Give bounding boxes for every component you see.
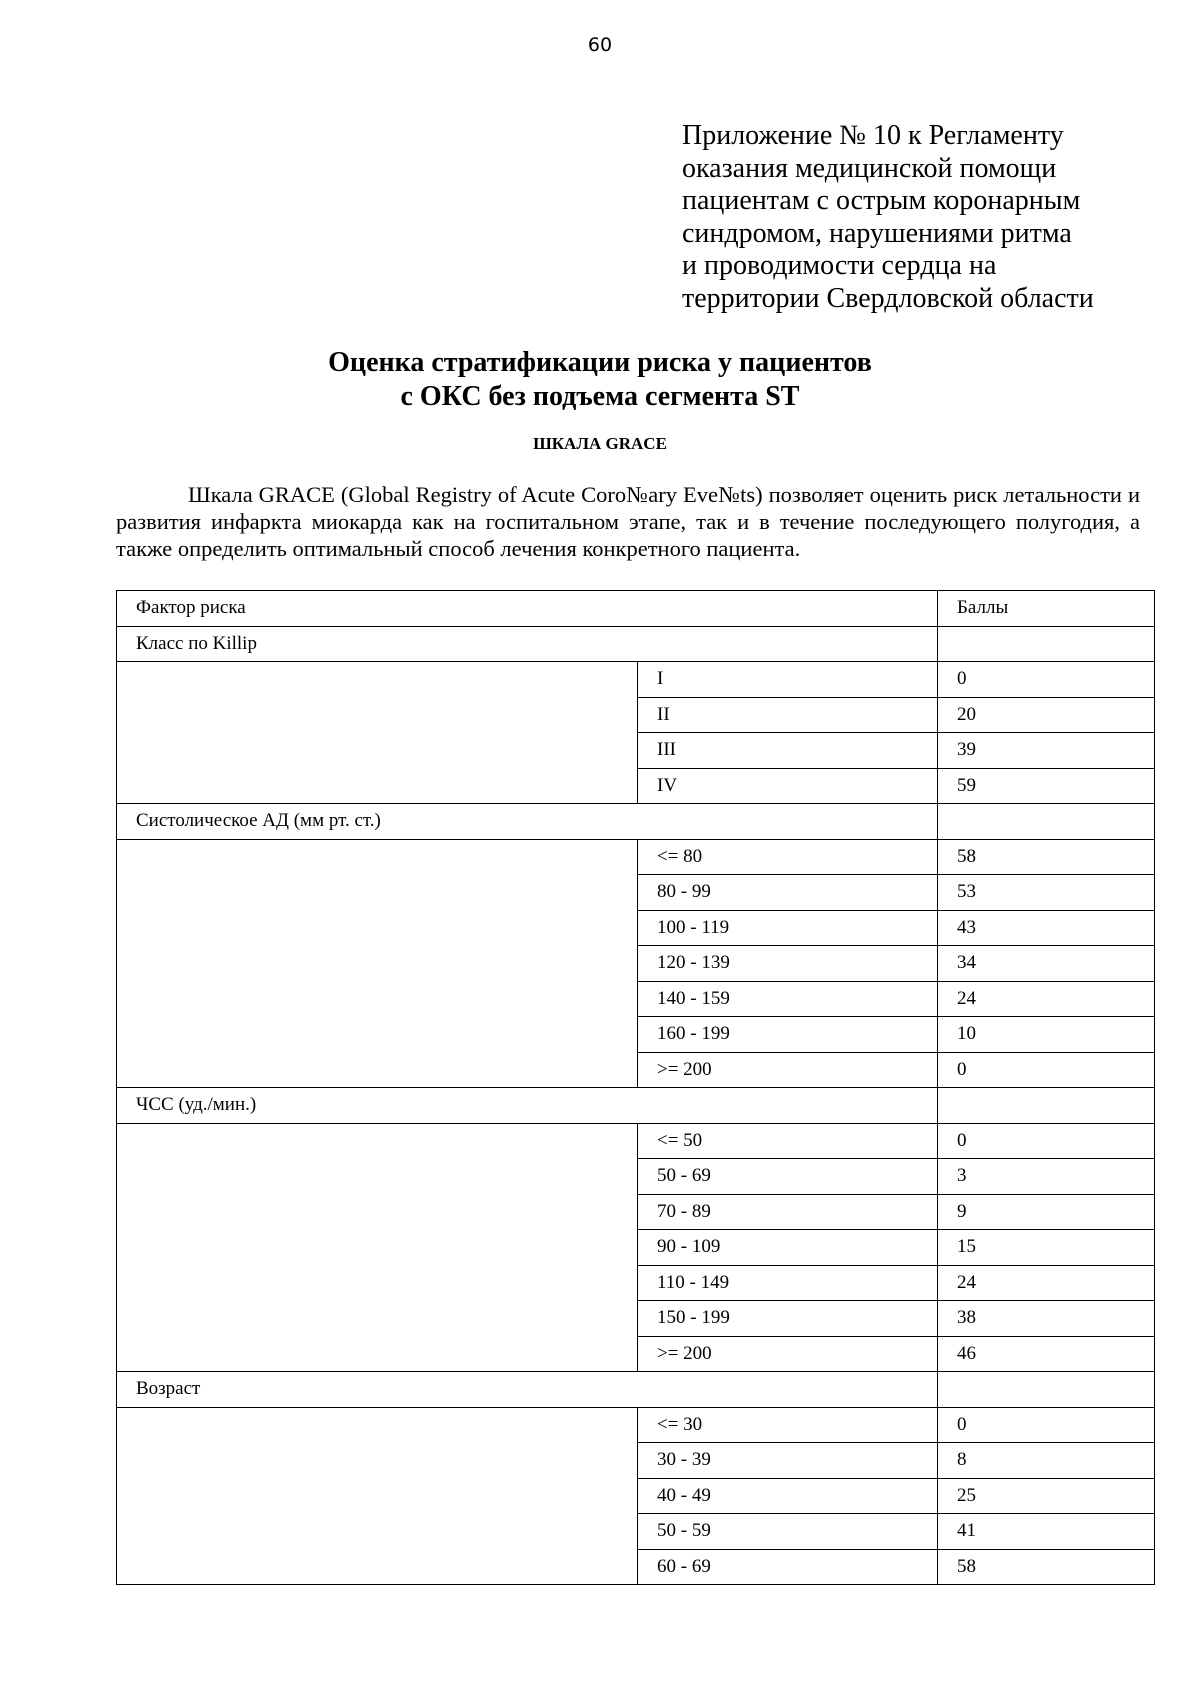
points-cell: 0 bbox=[938, 1407, 1155, 1443]
range-cell: 100 - 119 bbox=[638, 910, 938, 946]
points-cell: 53 bbox=[938, 875, 1155, 911]
header-factor: Фактор риска bbox=[117, 591, 938, 627]
range-cell: 120 - 139 bbox=[638, 946, 938, 982]
group-blank-cell bbox=[117, 1123, 638, 1372]
appendix-line: Приложение № 10 к Регламенту bbox=[682, 120, 1064, 151]
table-row bbox=[117, 839, 1155, 875]
document-title bbox=[0, 346, 1200, 414]
points-cell: 58 bbox=[938, 1549, 1155, 1585]
points-cell: 38 bbox=[938, 1301, 1155, 1337]
table-row bbox=[117, 1123, 1155, 1159]
points-cell: 43 bbox=[938, 910, 1155, 946]
points-cell: 0 bbox=[938, 662, 1155, 698]
range-cell: <= 80 bbox=[638, 839, 938, 875]
group-row bbox=[117, 626, 1155, 662]
group-row bbox=[117, 1088, 1155, 1124]
group-points-empty bbox=[938, 626, 1155, 662]
points-cell: 24 bbox=[938, 1265, 1155, 1301]
range-cell: 90 - 109 bbox=[638, 1230, 938, 1266]
points-cell: 24 bbox=[938, 981, 1155, 1017]
appendix-line: оказания медицинской помощи bbox=[682, 152, 1057, 184]
appendix-line: синдромом, нарушениями ритма bbox=[682, 217, 1072, 249]
grace-table-body bbox=[117, 591, 1155, 1585]
range-cell: 50 - 59 bbox=[638, 1514, 938, 1550]
range-cell: 110 - 149 bbox=[638, 1265, 938, 1301]
points-cell: 59 bbox=[938, 768, 1155, 804]
appendix-line: и проводимости сердца на bbox=[682, 250, 997, 281]
group-name: Систолическое АД (мм рт. ст.) bbox=[117, 804, 938, 840]
range-cell: 30 - 39 bbox=[638, 1443, 938, 1479]
group-points-empty bbox=[938, 1088, 1155, 1124]
points-cell: 20 bbox=[938, 697, 1155, 733]
points-cell: 25 bbox=[938, 1478, 1155, 1514]
points-cell: 8 bbox=[938, 1443, 1155, 1479]
group-points-empty bbox=[938, 804, 1155, 840]
points-cell: 10 bbox=[938, 1017, 1155, 1053]
appendix-line: территории Свердловской области bbox=[682, 282, 1094, 314]
group-row bbox=[117, 1372, 1155, 1408]
header-points: Баллы bbox=[938, 591, 1155, 627]
appendix-line: пациентам с острым коронарным bbox=[682, 185, 1081, 216]
title-line: с ОКС без подъема сегмента ST bbox=[400, 381, 800, 412]
range-cell: 80 - 99 bbox=[638, 875, 938, 911]
range-cell: II bbox=[638, 697, 938, 733]
group-blank-cell bbox=[117, 1407, 638, 1585]
table-row bbox=[117, 1407, 1155, 1443]
points-cell: 0 bbox=[938, 1052, 1155, 1088]
range-cell: 150 - 199 bbox=[638, 1301, 938, 1337]
range-cell: 160 - 199 bbox=[638, 1017, 938, 1053]
range-cell: <= 50 bbox=[638, 1123, 938, 1159]
table-row bbox=[117, 662, 1155, 698]
points-cell: 58 bbox=[938, 839, 1155, 875]
group-name: Возраст bbox=[117, 1372, 938, 1408]
range-cell: >= 200 bbox=[638, 1336, 938, 1372]
range-cell: 60 - 69 bbox=[638, 1549, 938, 1585]
range-cell: IV bbox=[638, 768, 938, 804]
range-cell: <= 30 bbox=[638, 1407, 938, 1443]
title-line: Оценка стратификации риска у пациентов bbox=[328, 347, 872, 378]
group-row bbox=[117, 804, 1155, 840]
appendix-note bbox=[682, 120, 1162, 315]
points-cell: 15 bbox=[938, 1230, 1155, 1266]
points-cell: 46 bbox=[938, 1336, 1155, 1372]
grace-table bbox=[116, 590, 1155, 1585]
group-name: ЧСС (уд./мин.) bbox=[117, 1088, 938, 1124]
range-cell: 50 - 69 bbox=[638, 1159, 938, 1195]
group-name: Класс по Killip bbox=[117, 626, 938, 662]
range-cell: >= 200 bbox=[638, 1052, 938, 1088]
points-cell: 0 bbox=[938, 1123, 1155, 1159]
points-cell: 41 bbox=[938, 1514, 1155, 1550]
group-blank-cell bbox=[117, 662, 638, 804]
page-number: 60 bbox=[587, 34, 613, 56]
scale-subtitle: ШКАЛА GRACE bbox=[533, 434, 667, 453]
range-cell: 140 - 159 bbox=[638, 981, 938, 1017]
table-header-row bbox=[117, 591, 1155, 627]
points-cell: 39 bbox=[938, 733, 1155, 769]
range-cell: III bbox=[638, 733, 938, 769]
range-cell: I bbox=[638, 662, 938, 698]
range-cell: 70 - 89 bbox=[638, 1194, 938, 1230]
range-cell: 40 - 49 bbox=[638, 1478, 938, 1514]
points-cell: 9 bbox=[938, 1194, 1155, 1230]
intro-paragraph: Шкала GRACE (Global Registry of Acute Coro№ary Eve№ts) позволяет оценить риск летальности и развития инфаркта миокарда как на госпитальном этапе, так и в течение последующего полугодия, а также определить оптимальный способ лечения конкретного пациента. bbox=[116, 482, 1140, 561]
points-cell: 34 bbox=[938, 946, 1155, 982]
points-cell: 3 bbox=[938, 1159, 1155, 1195]
group-points-empty bbox=[938, 1372, 1155, 1408]
group-blank-cell bbox=[117, 839, 638, 1088]
